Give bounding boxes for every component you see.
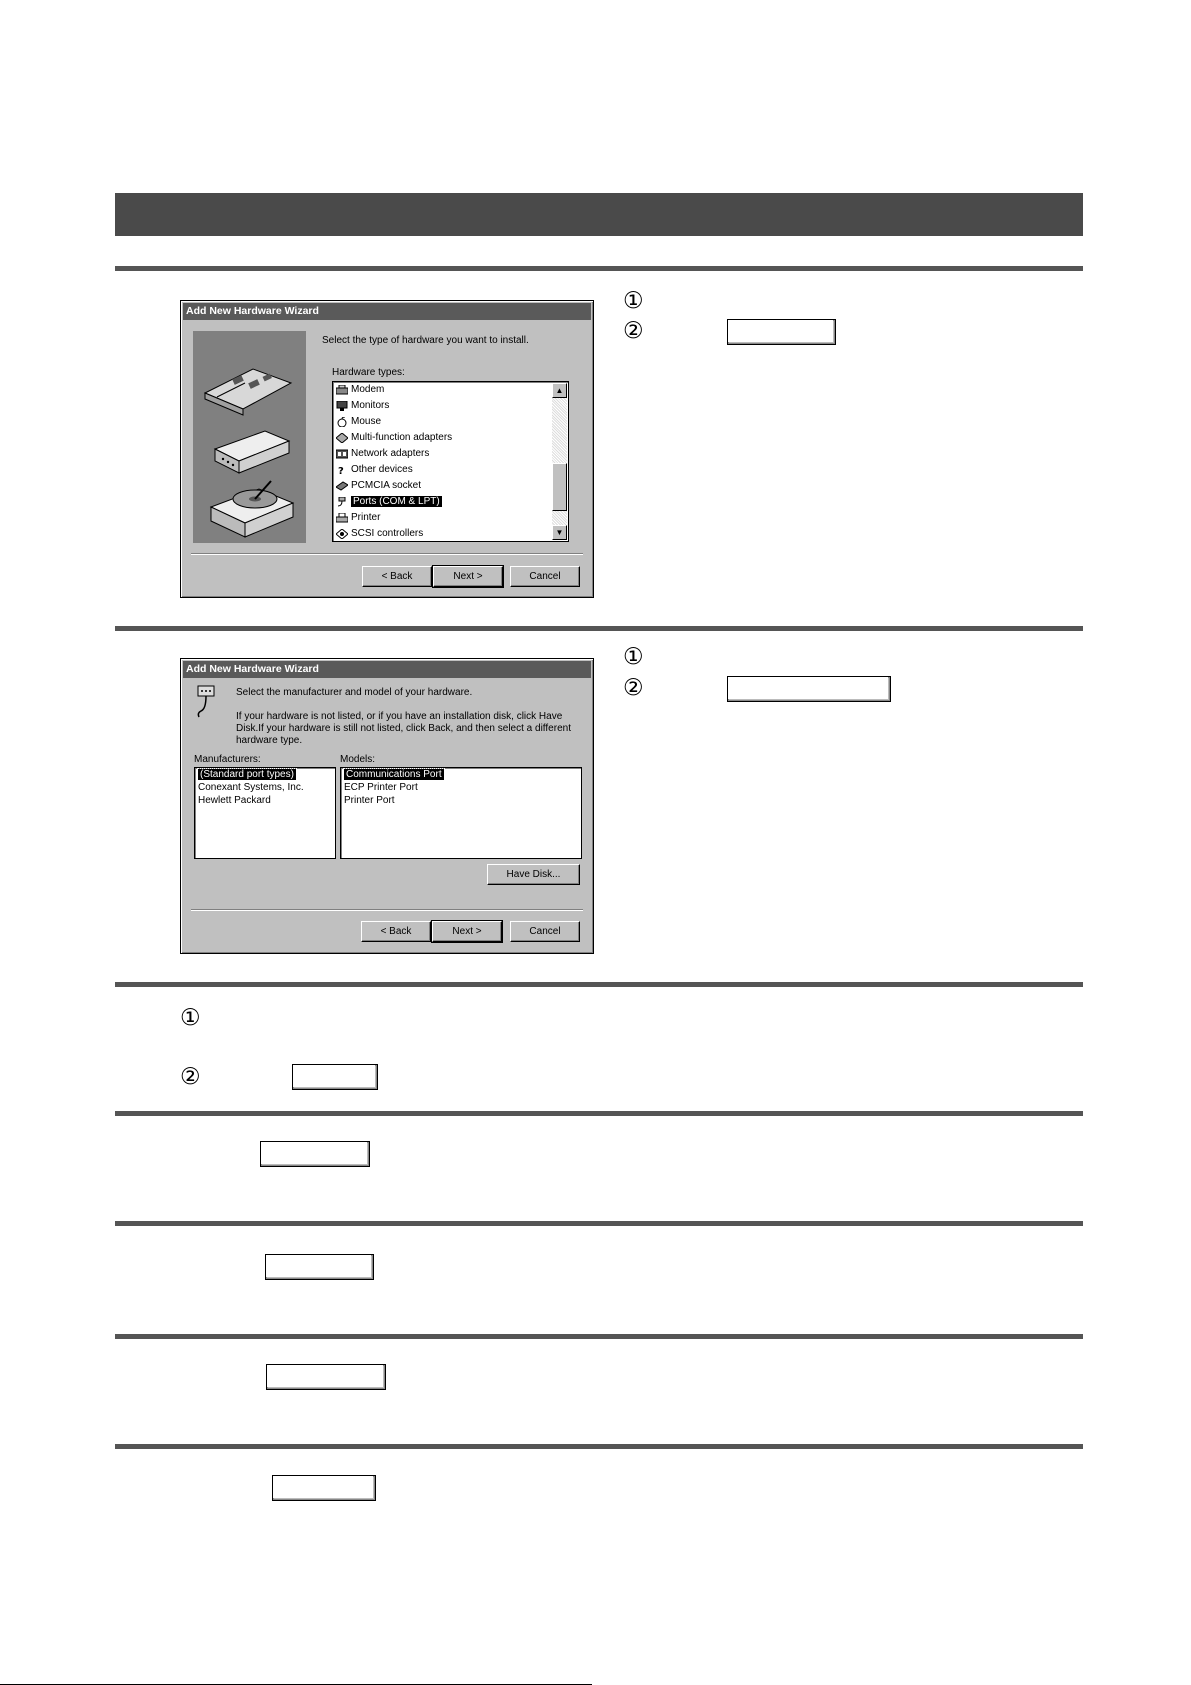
button-reference [265, 1254, 374, 1280]
list-item[interactable]: Printer Port [344, 795, 395, 806]
cancel-button[interactable]: Cancel [510, 921, 580, 942]
scroll-thumb[interactable] [552, 463, 567, 511]
network-icon [336, 449, 348, 459]
hardware-types-label: Hardware types: [332, 367, 405, 378]
back-button[interactable]: < Back [362, 566, 432, 587]
list-item[interactable]: Modem [333, 382, 568, 398]
add-new-hardware-wizard-dialog [180, 658, 594, 954]
button-reference [292, 1064, 378, 1090]
list-item[interactable]: Printer [333, 510, 568, 526]
mouse-icon [336, 417, 348, 427]
list-item[interactable]: Mouse [333, 414, 568, 430]
button-reference [727, 676, 891, 702]
button-reference [727, 319, 836, 345]
models-label: Models: [340, 754, 376, 765]
list-item-selected[interactable]: (Standard port types) [200, 769, 294, 780]
button-reference [266, 1364, 386, 1390]
scsi-icon [336, 529, 348, 539]
modem-icon [336, 385, 348, 395]
manufacturers-list[interactable] [194, 767, 336, 859]
cancel-button[interactable]: Cancel [510, 566, 580, 587]
list-scrollbar[interactable] [552, 383, 567, 540]
manufacturers-label: Manufacturers: [194, 754, 261, 765]
dialog-separator [191, 553, 583, 555]
list-item[interactable]: Network adapters [333, 446, 568, 462]
wizard-info-text: If your hardware is not listed, or if you have an installation disk, click Have Disk.If your hardware is still not listed, click Back, and then select a different hardware type. [236, 711, 571, 746]
list-item[interactable]: Hewlett Packard [198, 795, 271, 806]
scroll-down-icon[interactable]: ▼ [552, 525, 567, 540]
hardware-types-list[interactable] [332, 381, 569, 542]
dialog-title: Add New Hardware Wizard [183, 303, 591, 320]
button-reference [272, 1475, 376, 1501]
add-new-hardware-wizard-dialog [180, 300, 594, 598]
next-button[interactable]: Next > [433, 566, 503, 587]
adapter-icon [336, 433, 348, 443]
step-marker-2: ② [623, 675, 644, 701]
list-item[interactable]: Multi-function adapters [333, 430, 568, 446]
list-item[interactable]: Monitors [333, 398, 568, 414]
list-item[interactable]: Conexant Systems, Inc. [198, 782, 304, 793]
step-divider [115, 626, 1083, 631]
svg-text:?: ? [338, 466, 344, 475]
list-item[interactable]: SCSI controllers [333, 526, 568, 542]
step-divider [115, 266, 1083, 271]
dialog-title: Add New Hardware Wizard [183, 661, 591, 678]
hardware-illustration [193, 331, 306, 543]
pcmcia-icon [336, 481, 348, 491]
step-marker-1: ① [180, 1005, 201, 1031]
wizard-prompt: Select the manufacturer and model of your hardware. [236, 687, 473, 698]
section-header-band [115, 193, 1083, 236]
step-divider [115, 1221, 1083, 1226]
step-marker-1: ① [623, 288, 644, 314]
list-item[interactable]: PCMCIA socket [333, 478, 568, 494]
port-connector-icon [336, 497, 348, 507]
models-list[interactable] [340, 767, 582, 859]
printer-icon [336, 513, 348, 523]
wizard-prompt: Select the type of hardware you want to install. [322, 335, 529, 346]
back-button[interactable]: < Back [361, 921, 431, 942]
scroll-up-icon[interactable]: ▲ [552, 383, 567, 398]
step-marker-2: ② [180, 1064, 201, 1090]
step-divider [115, 1444, 1083, 1449]
list-item[interactable]: ECP Printer Port [344, 782, 418, 793]
button-reference [260, 1141, 370, 1167]
step-marker-2: ② [623, 318, 644, 344]
next-button[interactable]: Next > [432, 921, 502, 942]
step-divider [115, 1334, 1083, 1339]
dialog-separator [191, 909, 583, 911]
step-divider [115, 1111, 1083, 1116]
list-item-selected[interactable]: Ports (COM & LPT) [333, 494, 568, 510]
monitor-icon [336, 401, 348, 411]
list-item-selected[interactable]: Communications Port [346, 769, 442, 780]
step-marker-1: ① [623, 644, 644, 670]
list-item[interactable]: ? Other devices [338, 464, 413, 475]
port-connector-icon [195, 685, 217, 719]
question-device-icon [336, 465, 348, 475]
have-disk-button[interactable]: Have Disk... [487, 864, 580, 885]
step-divider [115, 982, 1083, 987]
